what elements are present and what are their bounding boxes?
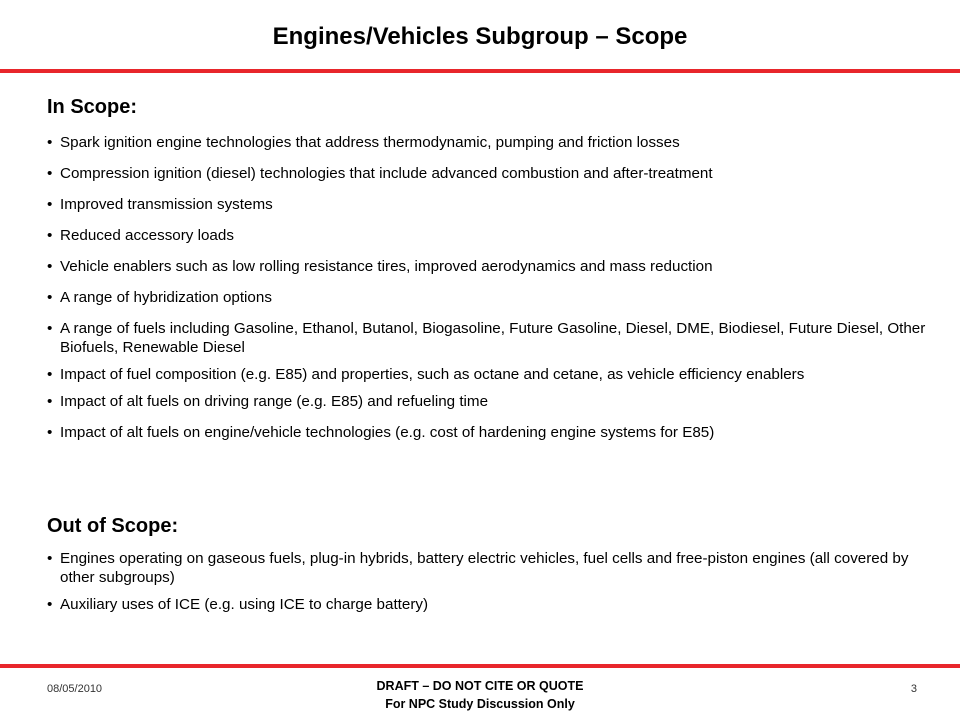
bullet-icon: • <box>47 393 53 410</box>
list-item-text: Reduced accessory loads <box>60 227 234 244</box>
bullet-icon: • <box>47 227 53 244</box>
list-item-text: Impact of fuel composition (e.g. E85) and properties, such as octane and cetane, as vehicle efficiency enablers <box>60 366 805 383</box>
list-item-text: A range of fuels including Gasoline, Ethanol, Butanol, Biogasoline, Future Gasoline, Diesel, DME, Biodiesel, Future Diesel, Other Biofuels, Renewable Diesel <box>60 320 926 356</box>
list-item-text: Compression ignition (diesel) technologies that include advanced combustion and after-treatment <box>60 165 713 182</box>
list-item-text: Spark ignition engine technologies that address thermodynamic, pumping and friction losses <box>60 134 680 151</box>
list-item <box>47 392 927 411</box>
out-of-scope-heading: Out of Scope: <box>47 515 179 537</box>
bottom-divider <box>0 664 960 668</box>
list-item <box>47 365 927 384</box>
list-item <box>47 549 927 587</box>
list-item <box>47 595 927 614</box>
bullet-icon: • <box>47 550 53 567</box>
draft-notice-line-1: DRAFT – DO NOT CITE OR QUOTE <box>376 679 584 693</box>
list-item <box>47 257 927 276</box>
footer-date: 08/05/2010 <box>47 683 103 695</box>
list-item-text: Improved transmission systems <box>60 196 273 213</box>
bullet-icon: • <box>47 258 53 275</box>
out-of-scope-list <box>47 549 927 626</box>
bullet-icon: • <box>47 320 53 337</box>
list-item-text: Impact of alt fuels on driving range (e.g. E85) and refueling time <box>60 393 489 410</box>
list-item <box>47 319 927 357</box>
list-item <box>47 195 927 214</box>
bullet-icon: • <box>47 366 53 383</box>
list-item <box>47 226 927 245</box>
list-item <box>47 288 927 307</box>
list-item <box>47 164 927 183</box>
list-item-text: A range of hybridization options <box>60 289 272 306</box>
bullet-icon: • <box>47 424 53 441</box>
list-item-text: Vehicle enablers such as low rolling resistance tires, improved aerodynamics and mass reduction <box>60 258 713 275</box>
in-scope-list <box>47 133 927 454</box>
bullet-icon: • <box>47 134 53 151</box>
slide-title: Engines/Vehicles Subgroup – Scope <box>272 23 688 50</box>
list-item-text: Impact of alt fuels on engine/vehicle technologies (e.g. cost of hardening engine systems for E85) <box>60 424 715 441</box>
draft-notice <box>0 677 960 713</box>
bullet-icon: • <box>47 165 53 182</box>
list-item-text: Auxiliary uses of ICE (e.g. using ICE to charge battery) <box>60 596 429 613</box>
bullet-icon: • <box>47 596 53 613</box>
page-number: 3 <box>910 683 917 695</box>
list-item <box>47 423 927 442</box>
bullet-icon: • <box>47 196 53 213</box>
draft-notice-line-2: For NPC Study Discussion Only <box>385 697 575 711</box>
in-scope-heading: In Scope: <box>47 96 138 118</box>
list-item-text: Engines operating on gaseous fuels, plug-in hybrids, battery electric vehicles, fuel cells and free-piston engines (all covered by other subgroups) <box>60 550 909 586</box>
list-item <box>47 133 927 152</box>
bullet-icon: • <box>47 289 53 306</box>
top-divider <box>0 69 960 73</box>
